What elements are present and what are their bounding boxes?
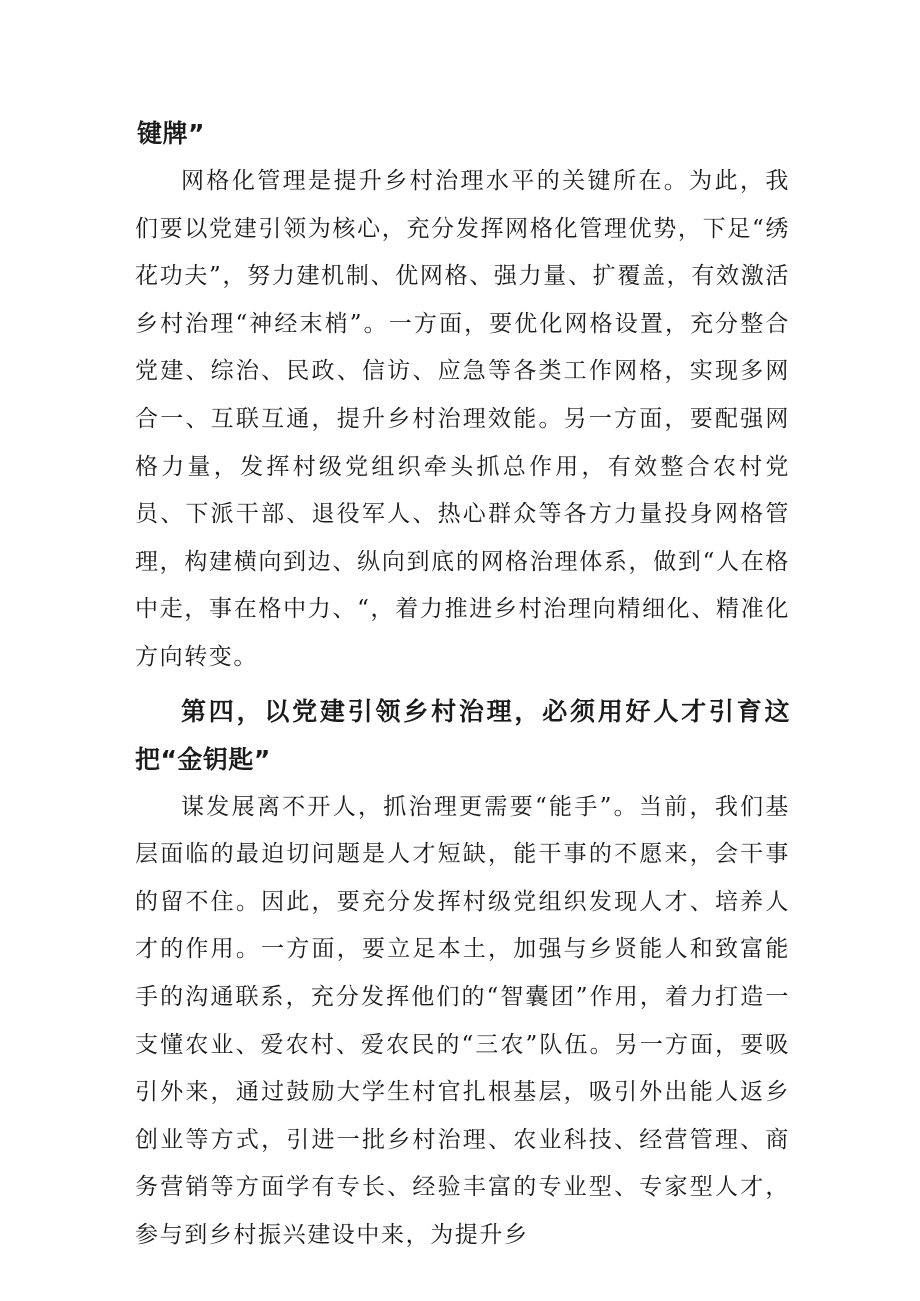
paragraph-grid-management: 网格化管理是提升乡村治理水平的关键所在。为此，我们要以党建引领为核心，充分发挥网格化管理优势，下足“绣花功夫”，努力建机制、优网格、强力量、扩覆盖，有效激活乡村治理“神经末梢”。一方面，要优化网格设置，充分整合党建、综治、民政、信访、应急等各类工作网格，实现多网合一、互联互通，提升乡村治理效能。另一方面，要配强网格力量，发挥村级党组织牵头抓总作用，有效整合农村党员、下派干部、退役军人、热心群众等各方力量投身网格管理，构建横向到边、纵向到底的网格治理体系，做到“人在格中走，事在格中力、“，着力推进乡村治理向精细化、精准化方向转变。 [135, 168, 790, 670]
section-heading-fourth: 第四，以党建引领乡村治理，必须用好人才引育这把“金钥匙” [135, 696, 790, 774]
heading-continuation: 键牌” [137, 119, 205, 148]
paragraph-talent: 谋发展离不开人，抓治理更需要“能手”。当前，我们基层面临的最迫切问题是人才短缺，能干事的不愿来，会干事的留不住。因此，要充分发挥村级党组织发现人才、培养人才的作用。一方面，要立足本土，加强与乡贤能人和致富能手的沟通联系，充分发挥他们的“智囊团”作用，着力打造一支懂农业、爱农村、爱农民的“三农”队伍。另一方面，要吸引外来，通过鼓励大学生村官扎根基层，吸引外出能人返乡创业等方式，引进一批乡村治理、农业科技、经营管理、商务营销等方面学有专长、经验丰富的专业型、专家型人才，参与到乡村振兴建设中来，为提升乡 [135, 793, 790, 1248]
document-body [135, 110, 790, 1259]
